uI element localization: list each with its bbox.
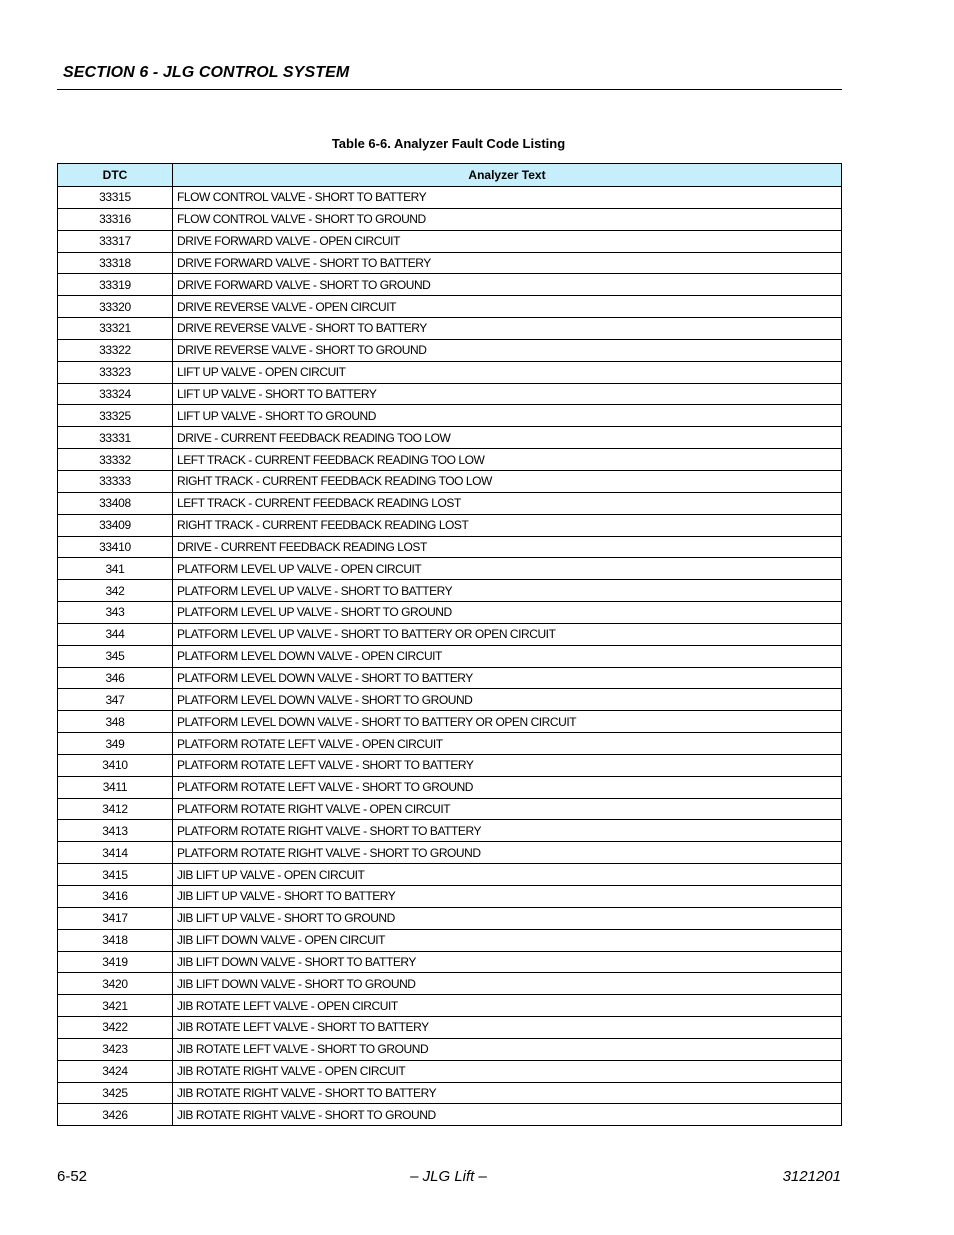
analyzer-text-cell: DRIVE REVERSE VALVE - SHORT TO BATTERY [173, 318, 842, 340]
analyzer-text-cell: JIB LIFT UP VALVE - SHORT TO GROUND [173, 907, 842, 929]
table-row [58, 929, 842, 951]
dtc-cell: 3411 [58, 776, 173, 798]
table-row [58, 864, 842, 886]
table-row [58, 361, 842, 383]
dtc-cell: 33315 [58, 187, 173, 209]
analyzer-text-cell: RIGHT TRACK - CURRENT FEEDBACK READING TOO LOW [173, 470, 842, 492]
dtc-cell: 343 [58, 602, 173, 624]
table-row [58, 907, 842, 929]
table-row [58, 252, 842, 274]
table-row [58, 492, 842, 514]
dtc-cell: 3410 [58, 754, 173, 776]
table-row [58, 689, 842, 711]
analyzer-text-cell: PLATFORM LEVEL DOWN VALVE - OPEN CIRCUIT [173, 645, 842, 667]
analyzer-text-cell: PLATFORM LEVEL DOWN VALVE - SHORT TO BATTERY OR OPEN CIRCUIT [173, 711, 842, 733]
dtc-cell: 347 [58, 689, 173, 711]
analyzer-text-cell: PLATFORM ROTATE LEFT VALVE - SHORT TO GROUND [173, 776, 842, 798]
dtc-cell: 342 [58, 580, 173, 602]
dtc-cell: 33333 [58, 470, 173, 492]
table-row [58, 383, 842, 405]
table-row [58, 798, 842, 820]
dtc-cell: 3412 [58, 798, 173, 820]
dtc-cell: 3413 [58, 820, 173, 842]
analyzer-text-cell: LIFT UP VALVE - SHORT TO BATTERY [173, 383, 842, 405]
table-row [58, 536, 842, 558]
dtc-cell: 3418 [58, 929, 173, 951]
table-row [58, 230, 842, 252]
table-row [58, 820, 842, 842]
dtc-cell: 33317 [58, 230, 173, 252]
table-row [58, 776, 842, 798]
analyzer-text-cell: JIB ROTATE LEFT VALVE - OPEN CIRCUIT [173, 995, 842, 1017]
analyzer-text-cell: JIB LIFT DOWN VALVE - OPEN CIRCUIT [173, 929, 842, 951]
analyzer-text-cell: DRIVE - CURRENT FEEDBACK READING TOO LOW [173, 427, 842, 449]
table-row [58, 842, 842, 864]
table-row [58, 667, 842, 689]
dtc-cell: 3425 [58, 1082, 173, 1104]
table-row [58, 733, 842, 755]
analyzer-text-cell: PLATFORM ROTATE RIGHT VALVE - SHORT TO BATTERY [173, 820, 842, 842]
analyzer-text-cell: JIB ROTATE LEFT VALVE - SHORT TO BATTERY [173, 1017, 842, 1039]
dtc-cell: 3420 [58, 973, 173, 995]
table-body [58, 187, 842, 1126]
analyzer-text-cell: JIB ROTATE LEFT VALVE - SHORT TO GROUND [173, 1038, 842, 1060]
table-row [58, 449, 842, 471]
document-number: 3121201 [782, 1168, 841, 1185]
dtc-cell: 3422 [58, 1017, 173, 1039]
dtc-cell: 3416 [58, 886, 173, 908]
table-row [58, 973, 842, 995]
table-row [58, 1082, 842, 1104]
analyzer-text-cell: PLATFORM LEVEL UP VALVE - OPEN CIRCUIT [173, 558, 842, 580]
analyzer-text-cell: DRIVE FORWARD VALVE - SHORT TO BATTERY [173, 252, 842, 274]
analyzer-text-cell: JIB ROTATE RIGHT VALVE - SHORT TO GROUND [173, 1104, 842, 1126]
table-row [58, 645, 842, 667]
table-row [58, 187, 842, 209]
analyzer-text-cell: PLATFORM LEVEL UP VALVE - SHORT TO GROUND [173, 602, 842, 624]
analyzer-text-cell: JIB ROTATE RIGHT VALVE - OPEN CIRCUIT [173, 1060, 842, 1082]
table-row [58, 470, 842, 492]
analyzer-text-cell: PLATFORM ROTATE RIGHT VALVE - OPEN CIRCUIT [173, 798, 842, 820]
analyzer-text-cell: FLOW CONTROL VALVE - SHORT TO GROUND [173, 208, 842, 230]
table-row [58, 754, 842, 776]
table-row [58, 1017, 842, 1039]
table-row [58, 339, 842, 361]
table-caption: Table 6-6. Analyzer Fault Code Listing [331, 136, 566, 151]
dtc-cell: 33325 [58, 405, 173, 427]
dtc-cell: 3423 [58, 1038, 173, 1060]
dtc-cell: 3419 [58, 951, 173, 973]
table-row [58, 951, 842, 973]
dtc-cell: 348 [58, 711, 173, 733]
analyzer-text-cell: DRIVE FORWARD VALVE - OPEN CIRCUIT [173, 230, 842, 252]
dtc-cell: 33323 [58, 361, 173, 383]
dtc-cell: 33319 [58, 274, 173, 296]
dtc-cell: 346 [58, 667, 173, 689]
table-row [58, 274, 842, 296]
page-number: 6-52 [57, 1168, 88, 1185]
analyzer-text-cell: LIFT UP VALVE - OPEN CIRCUIT [173, 361, 842, 383]
dtc-cell: 345 [58, 645, 173, 667]
dtc-cell: 33322 [58, 339, 173, 361]
dtc-cell: 3417 [58, 907, 173, 929]
dtc-cell: 349 [58, 733, 173, 755]
analyzer-text-cell: LEFT TRACK - CURRENT FEEDBACK READING TOO LOW [173, 449, 842, 471]
analyzer-text-cell: JIB ROTATE RIGHT VALVE - SHORT TO BATTERY [173, 1082, 842, 1104]
dtc-cell: 3421 [58, 995, 173, 1017]
analyzer-text-cell: PLATFORM LEVEL UP VALVE - SHORT TO BATTERY OR OPEN CIRCUIT [173, 623, 842, 645]
table-row [58, 1104, 842, 1126]
analyzer-text-cell: PLATFORM ROTATE LEFT VALVE - OPEN CIRCUIT [173, 733, 842, 755]
fault-code-table [57, 163, 842, 1126]
analyzer-text-cell: PLATFORM ROTATE RIGHT VALVE - SHORT TO GROUND [173, 842, 842, 864]
dtc-cell: 33408 [58, 492, 173, 514]
analyzer-text-cell: JIB LIFT DOWN VALVE - SHORT TO GROUND [173, 973, 842, 995]
dtc-cell: 33320 [58, 296, 173, 318]
dtc-cell: 33324 [58, 383, 173, 405]
dtc-cell: 33409 [58, 514, 173, 536]
analyzer-text-cell: RIGHT TRACK - CURRENT FEEDBACK READING LOST [173, 514, 842, 536]
analyzer-text-cell: DRIVE - CURRENT FEEDBACK READING LOST [173, 536, 842, 558]
dtc-cell: 3426 [58, 1104, 173, 1126]
analyzer-text-cell: JIB LIFT UP VALVE - OPEN CIRCUIT [173, 864, 842, 886]
table-row [58, 602, 842, 624]
header-rule [57, 89, 842, 90]
analyzer-text-cell: DRIVE REVERSE VALVE - SHORT TO GROUND [173, 339, 842, 361]
analyzer-text-cell: PLATFORM LEVEL UP VALVE - SHORT TO BATTERY [173, 580, 842, 602]
table-row [58, 711, 842, 733]
table-row [58, 296, 842, 318]
footer-title: – JLG Lift – [410, 1168, 487, 1185]
section-header: SECTION 6 - JLG CONTROL SYSTEM [63, 64, 350, 81]
dtc-cell: 33410 [58, 536, 173, 558]
column-header-analyzer-text: Analyzer Text [173, 164, 842, 187]
table-row [58, 1060, 842, 1082]
table-row [58, 1038, 842, 1060]
table-row [58, 318, 842, 340]
dtc-cell: 33331 [58, 427, 173, 449]
table-row [58, 208, 842, 230]
analyzer-text-cell: FLOW CONTROL VALVE - SHORT TO BATTERY [173, 187, 842, 209]
dtc-cell: 3424 [58, 1060, 173, 1082]
table-header-row [58, 164, 842, 187]
dtc-cell: 33318 [58, 252, 173, 274]
column-header-dtc: DTC [58, 164, 173, 187]
analyzer-text-cell: LIFT UP VALVE - SHORT TO GROUND [173, 405, 842, 427]
dtc-cell: 3414 [58, 842, 173, 864]
dtc-cell: 341 [58, 558, 173, 580]
analyzer-text-cell: DRIVE REVERSE VALVE - OPEN CIRCUIT [173, 296, 842, 318]
table-row [58, 514, 842, 536]
table-row [58, 580, 842, 602]
table-row [58, 405, 842, 427]
dtc-cell: 3415 [58, 864, 173, 886]
dtc-cell: 33321 [58, 318, 173, 340]
table-row [58, 623, 842, 645]
table-row [58, 558, 842, 580]
analyzer-text-cell: PLATFORM LEVEL DOWN VALVE - SHORT TO GROUND [173, 689, 842, 711]
analyzer-text-cell: LEFT TRACK - CURRENT FEEDBACK READING LOST [173, 492, 842, 514]
table-row [58, 427, 842, 449]
analyzer-text-cell: JIB LIFT DOWN VALVE - SHORT TO BATTERY [173, 951, 842, 973]
analyzer-text-cell: PLATFORM LEVEL DOWN VALVE - SHORT TO BATTERY [173, 667, 842, 689]
dtc-cell: 33316 [58, 208, 173, 230]
analyzer-text-cell: DRIVE FORWARD VALVE - SHORT TO GROUND [173, 274, 842, 296]
analyzer-text-cell: JIB LIFT UP VALVE - SHORT TO BATTERY [173, 886, 842, 908]
analyzer-text-cell: PLATFORM ROTATE LEFT VALVE - SHORT TO BATTERY [173, 754, 842, 776]
table-row [58, 886, 842, 908]
dtc-cell: 344 [58, 623, 173, 645]
dtc-cell: 33332 [58, 449, 173, 471]
table-row [58, 995, 842, 1017]
